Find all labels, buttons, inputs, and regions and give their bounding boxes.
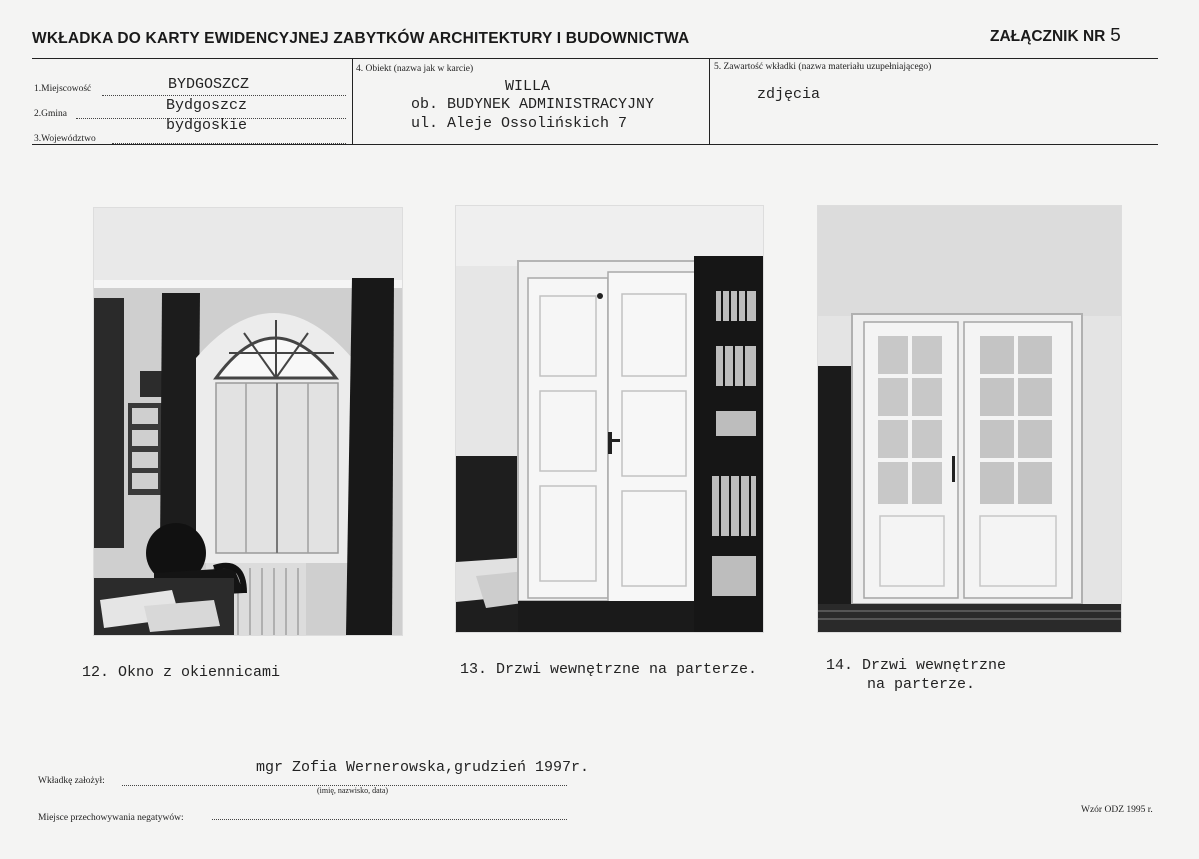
photo-window-with-shutters [93,207,403,636]
field-3-value: bydgoskie [166,117,248,134]
field-3-label: 3.Województwo [34,134,96,144]
annex-label [990,25,1121,47]
form-code: Wzór ODZ 1995 r. [1081,805,1153,815]
form-divider-2 [709,59,710,145]
author-value: mgr Zofia Wernerowska,grudzień 1997r. [256,759,590,776]
negatives-dots [212,819,567,820]
form-top-rule [32,58,1158,59]
author-label: Wkładkę założył: [38,776,105,786]
field-4-line-1: WILLA [505,78,551,95]
field-2-value: Bydgoszcz [166,97,248,114]
annex-number: 5 [1109,25,1122,47]
form-bottom-rule [32,144,1158,145]
field-5-value: zdjęcia [757,86,821,103]
field-5-label: 5. Zawartość wkładki (nazwa materiału uzupełniającego) [714,62,932,72]
field-2-label: 2.Gmina [34,109,67,119]
field-1-label: 1.Miejscowość [34,84,92,94]
photo-13-caption: 13. Drzwi wewnętrzne na parterze. [460,661,758,678]
negatives-label: Miejsce przechowywania negatywów: [38,813,184,823]
field-1-value: BYDGOSZCZ [168,76,250,93]
photo-glazed-double-door [817,205,1122,633]
photo-interior-door-bookcase [455,205,764,633]
annex-label-text: ZAŁĄCZNIK NR [990,28,1106,45]
field-4-label: 4. Obiekt (nazwa jak w karcie) [356,64,474,74]
field-3-dots [112,143,346,144]
photo-14-caption-line-1: 14. Drzwi wewnętrzne [826,657,1007,674]
author-hint: (imię, nazwisko, data) [317,786,389,795]
field-1-dots [102,95,346,96]
field-4-line-3: ul. Aleje Ossolińskich 7 [411,115,628,132]
photo-14-caption-line-2: na parterze. [867,676,976,693]
form-divider-1 [352,59,353,145]
document-title: WKŁADKA DO KARTY EWIDENCYJNEJ ZABYTKÓW ARCHITEKTURY I BUDOWNICTWA [32,30,690,47]
field-4-line-2: ob. BUDYNEK ADMINISTRACYJNY [411,96,655,113]
photo-12-caption: 12. Okno z okiennicami [82,664,281,681]
